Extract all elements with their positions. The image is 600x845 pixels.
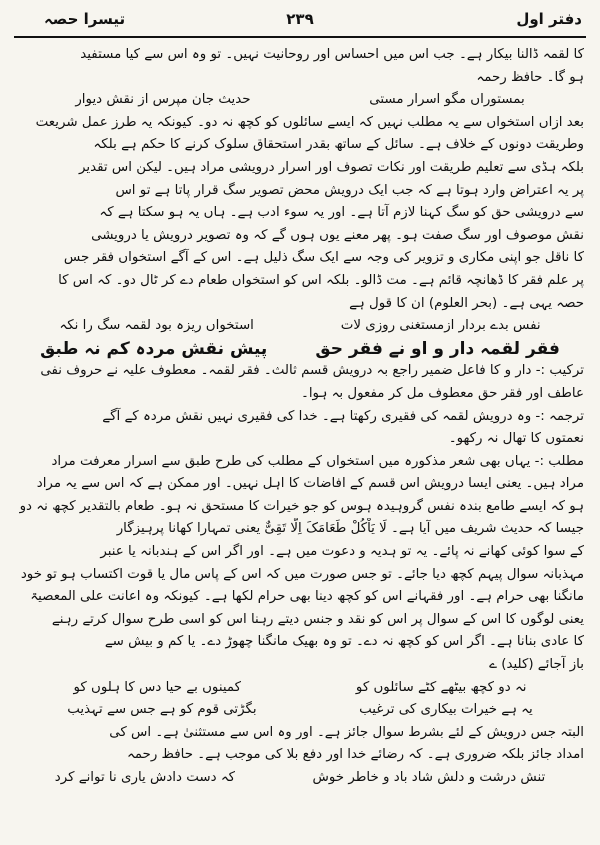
verse-couplet — [16, 315, 584, 338]
page-body — [16, 44, 584, 835]
verse-hemistich-right: نہ دو کچھ بیٹھے کٹے سائلوں کو — [355, 679, 527, 695]
text-line: ہو گا۔ حافظ رحمہ — [476, 69, 584, 85]
text-line: مراد ہیں۔ یعنی ایسا درویش اس قسم کے افاضات کا اہل نہیں۔ اور ممکن ہے کہ اس سے یہ مراد — [36, 476, 584, 492]
text-line: ہو کہ ایسے طامع بندہ نفس گروہیدہ ہوس کو جو خیرات کا مستحق نہ ہو۔ طعام بالتقدیر کچھ نہ دو — [19, 498, 584, 514]
matlab-line: مطلب :- یہاں بھی شعر مذکورہ میں استخواں کے مطلب کی طرح طبق سے اسرار معرفت مراد — [51, 453, 584, 469]
verse-hemistich-right: تنش درشت و دلش شاد باد و خاطر خوش — [312, 770, 546, 785]
text-line: پر یہ اعتراض وارد ہوتا ہے کہ جب ایک درویش محض تصویر سگ قرار پاتا ہے تو اس — [115, 182, 584, 198]
verse-couplet — [16, 767, 584, 790]
text-line: باز آجائے (کلید) ے — [489, 657, 584, 673]
text-line: کا ناقل جو اپنی مکاری و تزویر کی وجہ سے ایک سگ ذلیل ہے۔ اس کے آگے استخواں فقر جس — [63, 250, 584, 266]
text-line: مانگنا بھی حرام ہے۔ اور فقہانے اس کو کچھ دینا بھی حرام لکھا ہے۔ کیونکہ وہ اعانت علی المعصیۃ — [30, 589, 584, 605]
text-line: نقش موصوف اور سگ صفت ہو۔ پھر معنے یوں ہوں گے کہ وہ تصویر درویش یا درویشی — [91, 227, 584, 243]
verse-hemistich-right: یہ ہے خیرات بیکاری کی ترغیب — [359, 702, 533, 718]
verse-hemistich-left: بگڑتی قوم کو ہے جس سے تہذیب — [67, 702, 257, 718]
page-number: ٢٣٩ — [286, 10, 314, 28]
text-line: بعد ازاں استخواں سے یہ مطلب نہیں کہ ایسے سائلوں کو کچھ نہ دو۔ کیونکہ یہ طرز عمل شریعت — [35, 114, 584, 130]
verse-couplet — [16, 699, 584, 722]
verse-hemistich-right: نفس بدے بردار ازمستغنی روزی لات — [340, 318, 541, 334]
text-line: عاطف اور فقر حق معطوف مل کر مفعول بہ ہوا۔ — [300, 385, 584, 401]
verse-hemistich-left: حدیث جان مپرس از نقش دیوار — [75, 92, 251, 108]
verse-hemistich-left: کمینوں بے حیا دس کا ہلوں کو — [73, 679, 242, 695]
text-line: نعمتوں کا تھال نہ رکھو۔ — [448, 431, 584, 447]
verse-hemistich-left: کہ دست دادش یاری نا توانے کرد — [54, 770, 236, 785]
page-header — [14, 8, 586, 34]
text-line: بلکہ ہڈی سے تعلیم طریقت اور نکات تصوف اور اسرار درویشی مراد ہیں۔ لیکن اس تقدیر — [78, 159, 584, 175]
text-line: امداد جائز بلکہ ضروری ہے۔ کہ رضائے خدا اور دفع بلا کی موجب ہے۔ حافظ رحمہ — [126, 747, 584, 763]
featured-verse-couplet — [16, 338, 584, 361]
text-line: وطریقت دونوں کے خلاف ہے۔ سائل کے ساتھ بقدر استحقاق سلوک کرنے کا حکم ہے بلکہ — [93, 137, 584, 153]
book-volume-title: دفتر اول — [516, 10, 582, 28]
verse-hemistich-left: پیش نقش مردہ کم نہ طبق — [40, 338, 268, 359]
text-line: حصہ یہی ہے۔ (بحر العلوم) ان کا قول ہے — [349, 295, 584, 311]
verse-hemistich-right: بمستوراں مگو اسرار مستی — [369, 92, 525, 108]
section-title: تیسرا حصہ — [44, 10, 126, 28]
verse-hemistich-left: استخواں ریزہ بود لقمہ سگ را نکہ — [59, 318, 254, 334]
text-line: یعنی لوگوں کا اس کے سوال پر اس کو نقد و جنس دیتے رہنا اس کو اسی طرح سوال کرتے رہنے — [51, 611, 584, 627]
header-divider — [14, 36, 586, 38]
text-line: مہذبانہ سوال پیہم کچھ دیا جائے۔ تو جس صورت میں کہ اس کے پاس مال یا قوت اکتساب ہو تو خود — [20, 566, 584, 582]
text-line: کا لقمہ ڈالنا بیکار ہے۔ جب اس میں احساس اور روحانیت نہیں۔ تو وہ اس سے کیا مستفید — [80, 47, 584, 62]
verse-couplet — [16, 677, 584, 700]
text-line: کا عادی بنانا ہے۔ اگر اس کو کچھ نہ دے۔ تو وہ بھیک مانگنا چھوڑ دے۔ یا کم و بیش سے — [104, 634, 584, 650]
text-line: پر علم فقر کا ڈھانچہ قائم ہے۔ مت ڈالو۔ بلکہ اس کو استخواں طعام دے کر ٹال دو۔ کہ اس کا — [58, 272, 584, 288]
tarjuma-line: ترجمہ :- وہ درویش لقمہ کی فقیری رکھتا ہے۔ خدا کی فقیری نہیں نقش مردہ کے آگے — [102, 408, 584, 424]
verse-couplet — [16, 89, 584, 112]
text-line: جیسا کہ حدیث شریف میں آیا ہے۔ لَا یَاْکُلْ طَعَامَکَ اِلَّا تَقِیٌّ یعنی تمہارا کھانا پرہیزگار — [116, 521, 584, 537]
text-line: کے سوا کوئی کھانے نہ پائے۔ یہ تو ہدیہ و دعوت میں ہے۔ اور اگر اس کے ہندبانہ یا عنبر — [100, 544, 584, 560]
tarkeeb-line: ترکیب :- دار و کا فاعل ضمیر راجع بہ درویش قسم ثالث۔ فقر لقمہ۔ معطوف علیہ نے حروف نفی — [40, 363, 584, 379]
text-line: البتہ جس درویش کے لئے بشرط سوال جائز ہے۔ اور وہ اس سے مستثنیٰ ہے۔ اس کی — [109, 724, 584, 740]
verse-hemistich-right: فقر لقمہ دار و او نے فقر حق — [315, 338, 560, 359]
text-line: سے درویشی حق کو سگ کہنا لازم آتا ہے۔ اور یہ سوء ادب ہے۔ ہاں یہ ہو سکتا ہے کہ — [99, 205, 584, 221]
